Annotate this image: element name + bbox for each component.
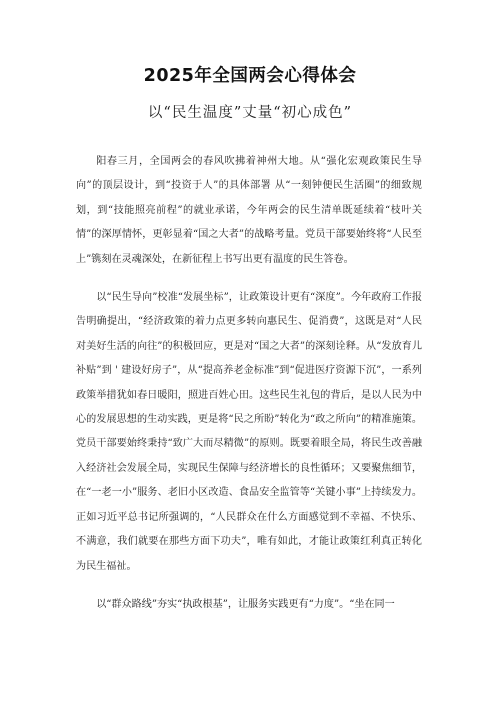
paragraph-mass-line: 以“群众路线”夯实“执政根基”，让服务实践更有“力度”。“坐在同一 (96, 598, 395, 610)
document-subtitle: 以“民生温度”丈量“初心成色” (147, 105, 353, 121)
paragraph-intro: 阳春三月，全国两会的春风吹拂着神州大地。从“强化宏观政策民生导向”的顶层设计，到“投资于人”的具体部署 从“一刻钟便民生活圈”的细致规划，到“技能照亮前程”的就业承诺，今年两会的民生清单既延续着“枝叶关情”的深厚情怀，更彰显着“国之大者”的战略考量。党员干部要始终将“人民至上”镌刻在灵魂深处，在新征程上书写出更有温度的民生答卷。 (76, 156, 422, 265)
document-title: 2025年全国两会心得体会 (143, 66, 357, 86)
document-body (76, 150, 422, 631)
paragraph-policy: 以“民生导向”校准“发展坐标”，让政策设计更有“深度”。今年政府工作报告明确提出，“经济政策的着力点更多转向惠民生、促消费”，这既是对“人民对美好生活的向往”的积极回应，更是对“国之大者”的深刻诠释。从“发放育儿补贴”到 ' 建设好房子”，从“提高养老金标准”到“促进医疗资源下沉”，一系列政策举措犹如春日暖阳，照进百姓心田。这些民生礼包的背后，是以人民为中心的发展思想的生动实践，更是将“民之所盼”转化为“政之所向”的精准施策。党员干部要始终秉持“致广大而尽精微”的原则。既要着眼全局，将民生改善融入经济社会发展全局，实现民生保障与经济增长的良性循环；又要聚焦细节，在“一老一小”服务、老旧小区改造、食品安全监管等“关键小事”上持续发力。正如习近平总书记所强调的，“人民群众在什么方面感觉到不幸福、不快乐、不满意，我们就要在那些方面下功夫”，唯有如此，才能让政策红利真正转化为民生福祉。 (76, 292, 422, 572)
